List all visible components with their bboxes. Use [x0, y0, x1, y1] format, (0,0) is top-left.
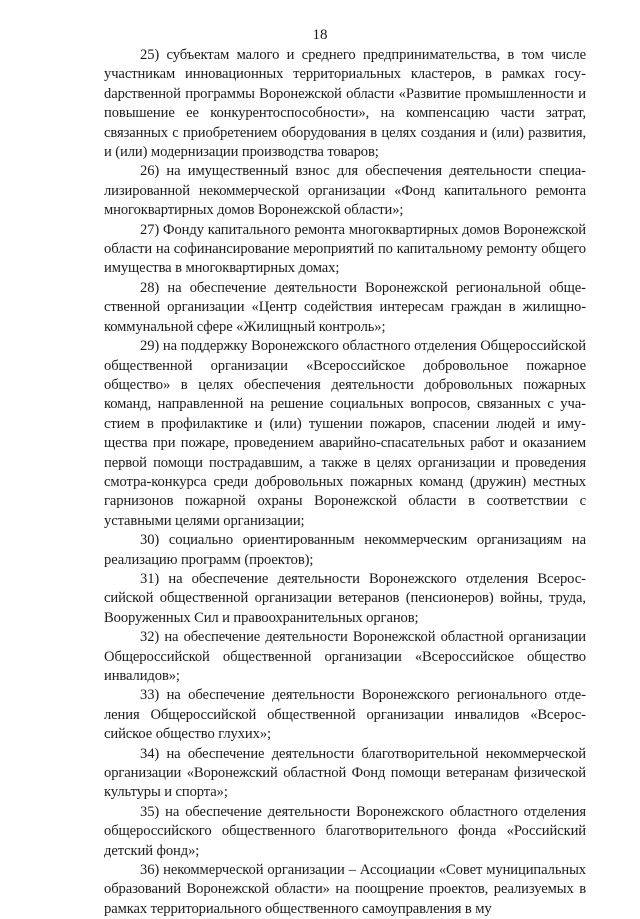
- document-body: [104, 46, 586, 919]
- list-item-32: 32) на обеспечение деятельности Воронежской областной организации Общероссийской общественной организации «Всероссийское общество инвалидов»;: [104, 629, 586, 684]
- list-item-25: 25) субъектам малого и среднего предпринимательства, в том числе участникам инновационных территориальных кластеров, в рамках госуdарственной программы Воронежской области «Развитие промышленности и повышение ее конкурентоспособности», на компенсацию части затрат, связанных с приобретением оборудования в целях создания и (или) развития, и (или) модернизации производства товаров;: [104, 47, 586, 161]
- list-item-36: 36) некоммерческой организации – Ассоциации «Совет муниципальных образований Воронежской области» на поощрение проектов, реализуемых в рамках территориального общественного самоуправления в му: [104, 862, 586, 917]
- list-item-27: 27) Фонду капитального ремонта многоквартирных домов Воронежской области на софинансирование мероприятий по капитальному ремонту общего имущества в многоквартирных домах;: [104, 221, 586, 277]
- page-number: 18: [312, 27, 328, 43]
- list-item-29: 29) на поддержку Воронежского областного отделения Общероссийской общественной организации «Всероссийское добровольное пожарное общество» в целях обеспечения деятельности добровольных пожарных команд, направленной на решение социальных вопросов, связанных с участием в профилактике и (или) тушении пожаров, спасении людей и имущества при пожаре, проведением аварийно-спасательных работ и оказанием первой помощи пострадавшим, а также в целях организации и проведения смотра-конкурса среди добровольных пожарных команд (дружин) местных гарнизонов пожарной охраны Воронежской области в соответствии с уставными целями организации;: [104, 338, 586, 529]
- list-item-33: 33) на обеспечение деятельности Воронежского регионального отделения Общероссийской общественной организации инвалидов «Всероссийское общество глухих»;: [104, 687, 586, 743]
- list-item-30: 30) социально ориентированным некоммерческим организациям на реализацию программ (проектов);: [104, 532, 586, 568]
- list-item-34: 34) на обеспечение деятельности благотворительной некоммерческой организации «Воронежский областной Фонд помощи ветеранам физической культуры и спорта»;: [104, 745, 586, 801]
- list-item-35: 35) на обеспечение деятельности Воронежского областного отделения общероссийского общественного благотворительного фонда «Российский детский фонд»;: [104, 803, 586, 859]
- list-item-31: 31) на обеспечение деятельности Воронежского отделения Всероссийской общественной организации ветеранов (пенсионеров) войны, труда, Вооруженных Сил и правоохранительных органов;: [104, 570, 586, 626]
- list-item-28: 28) на обеспечение деятельности Воронежской региональной общественной организации «Центр содействия интересам граждан в жилищно-коммунальной сфере «Жилищный контроль»;: [104, 279, 586, 335]
- list-item-26: 26) на имущественный взнос для обеспечения деятельности специализированной некоммерческой организации «Фонд капитального ремонта многоквартирных домов Воронежской области»;: [104, 163, 586, 219]
